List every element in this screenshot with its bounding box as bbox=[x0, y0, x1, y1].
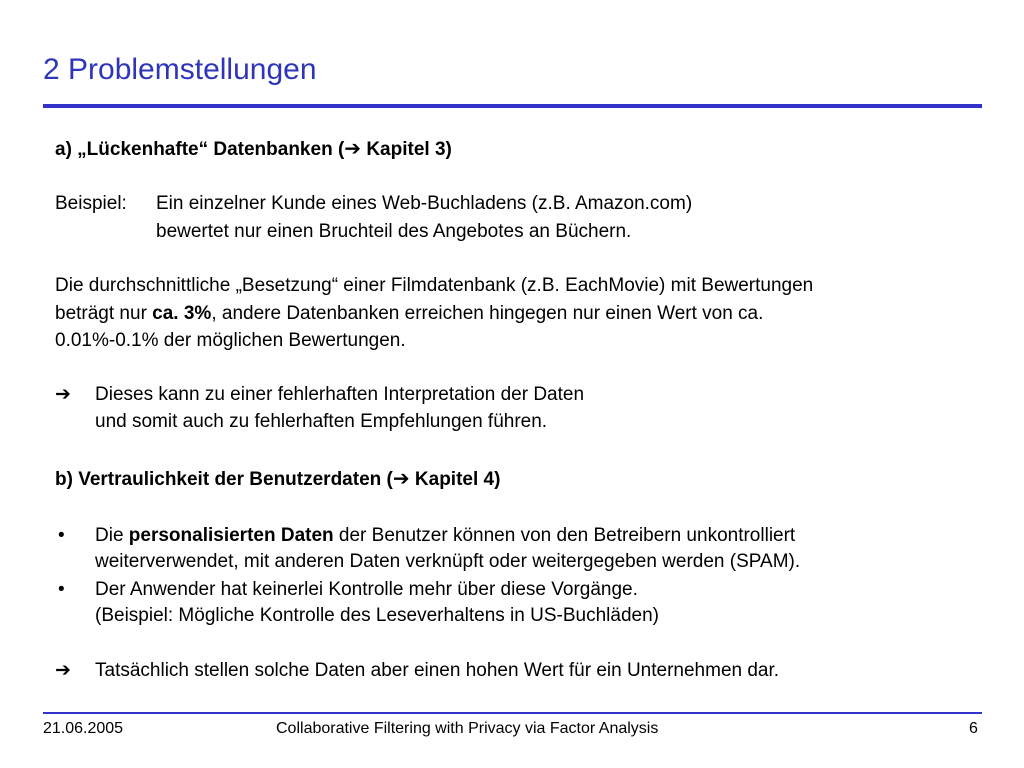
conclusion-a-text-1: Dieses kann zu einer fehlerhaften Interpretation der Daten bbox=[95, 384, 585, 405]
section-a-heading bbox=[55, 137, 452, 161]
bullet-2-line-2 bbox=[55, 604, 975, 628]
arrow-right-icon: ➔ bbox=[55, 660, 71, 681]
para-line-1: Die durchschnittliche „Besetzung“ einer Filmdatenbank (z.B. EachMovie) mit Bewertungen bbox=[55, 275, 814, 296]
arrow-right-icon: ➔ bbox=[55, 384, 71, 405]
example-line-1 bbox=[55, 192, 955, 216]
conclusion-a-line-1 bbox=[55, 383, 955, 407]
footer-divider bbox=[43, 712, 982, 714]
bullet-1-emphasis: personalisierten Daten bbox=[128, 525, 334, 546]
bullet-1-line-1 bbox=[55, 524, 975, 548]
conclusion-a-line-2 bbox=[55, 410, 955, 434]
example-text-2: bewertet nur einen Bruchteil des Angebotes an Büchern. bbox=[156, 221, 632, 242]
para-line-2-end: , andere Datenbanken erreichen hingegen nur einen Wert von ca. bbox=[211, 303, 764, 324]
bullet-2-text-1: Der Anwender hat keinerlei Kontrolle mehr über diese Vorgänge. bbox=[95, 579, 638, 600]
arrow-right-icon: ➔ bbox=[392, 468, 410, 490]
title-divider bbox=[43, 104, 982, 108]
bullet-1-text-1 bbox=[95, 524, 795, 548]
para-line-2 bbox=[55, 302, 763, 326]
conclusion-a-text-2: und somit auch zu fehlerhaften Empfehlungen führen. bbox=[95, 411, 548, 432]
bullet-2-line-1 bbox=[55, 578, 975, 602]
arrow-right-icon: ➔ bbox=[344, 138, 362, 160]
section-b-heading bbox=[55, 467, 500, 491]
slide-title: 2 Problemstellungen bbox=[43, 53, 317, 86]
example-line-2 bbox=[55, 220, 955, 244]
conclusion-b-line bbox=[55, 659, 975, 683]
para-line-2-emphasis: ca. 3% bbox=[152, 303, 212, 324]
bullet-marker: • bbox=[58, 579, 65, 600]
bullet-2-text-2: (Beispiel: Mögliche Kontrolle des Leseverhaltens in US-Buchläden) bbox=[95, 605, 659, 626]
para-line-2-start: beträgt nur bbox=[55, 303, 153, 324]
example-label: Beispiel: bbox=[55, 193, 127, 214]
bullet-1-end: der Benutzer können von den Betreibern unkontrolliert bbox=[333, 525, 796, 546]
footer-date: 21.06.2005 bbox=[43, 720, 124, 737]
section-b-heading-start: b) Vertraulichkeit der Benutzerdaten ( bbox=[55, 469, 393, 490]
section-a-heading-start: a) „Lückenhafte“ Datenbanken ( bbox=[55, 139, 345, 160]
conclusion-b-text: Tatsächlich stellen solche Daten aber einen hohen Wert für ein Unternehmen dar. bbox=[95, 660, 780, 681]
section-b-heading-end: Kapitel 4) bbox=[409, 469, 501, 490]
example-text-1: Ein einzelner Kunde eines Web-Buchladens (z.B. Amazon.com) bbox=[156, 193, 693, 214]
page-number: 6 bbox=[969, 720, 978, 737]
bullet-1-text-2: weiterverwendet, mit anderen Daten verknüpft oder weitergegeben werden (SPAM). bbox=[95, 551, 801, 572]
bullet-1-line-2 bbox=[55, 550, 975, 574]
bullet-1-start: Die bbox=[95, 525, 129, 546]
bullet-marker: • bbox=[58, 525, 65, 546]
footer-title: Collaborative Filtering with Privacy via Factor Analysis bbox=[276, 720, 659, 737]
para-line-3: 0.01%-0.1% der möglichen Bewertungen. bbox=[55, 330, 406, 351]
section-a-heading-end: Kapitel 3) bbox=[361, 139, 452, 160]
